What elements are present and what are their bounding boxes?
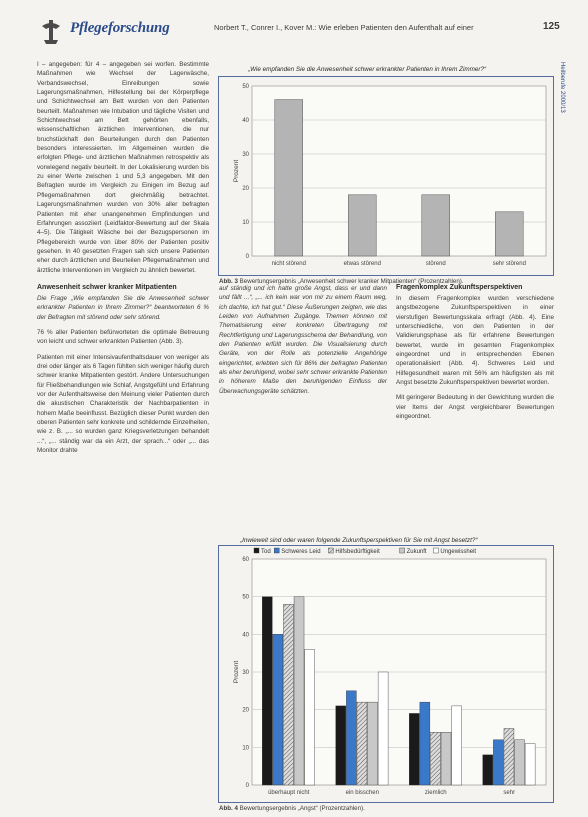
- y-tick-label: 50: [242, 84, 249, 90]
- x-tick-label: ein bisschen: [345, 790, 379, 796]
- page-number: 125: [543, 21, 560, 32]
- fig4-title: „Inwieweit sind oder waren folgende Zukunftsperspektiven für Sie mit Angst besetzt?“: [240, 537, 478, 544]
- paragraph: I – angegeben: für 4 – angegeben sei worfen. Bestimmte Maßnahmen wie Wechsel der Lagerwäsche, Verbandswechsel, Einreibungen sowie Lagerungsmaßnahmen, Hilfestellung bei der Körperpflege und Schichtwechsel am Bett wurden von den Patienten beurteilt. Maßnahmen wie Intubation und tägliche Visiten und Schichtwechsel am Bett gehörten ebenfalls, wissenschaftlichen ärztlichen Interventionen, die nur bruchstückhaft den Beurteilungen durch den Patienten besonders interessierten. Im Allgemeinen wurden die erfolgten Pflege- und ärztlichen Maßnahmen retrospektiv als vorwiegend negativ beurteilt. In der Lokalisierung wurden bis zu einer Werte zwischen 1 und 5,3 angegeben. Mit den Befragten wurde im Vergleich zu Einigen im Bezug auf Pflegemaßnahmen dort gleichmäßig betrachtet. Lagerungsmaßnahmen wurden von 30% aller befragten Patienten mit eher unangenehmen Empfindungen und Erfahrungen assoziiert (Leidfaktor-Bewertung auf der Skala 4–5). Die Tätigkeit Wäsche bei der Bezugspersonen im Pflegebereich wurde von über 80% der Patienten positiv gesehen. In 40 gesetzten Fragen sah sich unsere Patienten eher durch ärztlichen und Beurteilen Pflegemaßnahmen und ärztliche Interventionen im Vergleich zu ähnlich bewertet.: [37, 61, 209, 274]
- fig4-caption: [219, 805, 365, 812]
- paragraph: Patienten mit einer Intensivaufenthaltsdauer von weniger als drei oder länger als 6 Tagen fühlten sich weniger häufig durch schwer kranke Mitpatienten gestört. Andere Untersuchungen für Fließbehandlungen wie Schlaf, Angstgefühl und Erfahrung vor der Aufenthaltsweise den Meinung vieler Patienten durch die akustischen Charakteristik der Nachbarpatienten in hohem Maße beeinflusst. Bezüglich dieser Punkt wurden den oberen Patienten sehr konkrete und schildernde Einzelheiten, wie z. B. „... so wurden ganz Kriegsverletzungen behandelt ...“, „... ständig war da ein Arzt, der sprach...“ oder „... das Monitor drahte: [37, 353, 209, 455]
- x-tick-label: sehr störend: [492, 261, 526, 267]
- journal-title: Pflegeforschung: [70, 20, 170, 36]
- legend-entry: Schweres Leid: [281, 549, 321, 555]
- running-title: Norbert T., Conrer I., Kover M.: Wie erleben Patienten den Aufenthalt auf einer: [214, 23, 474, 32]
- bar: [305, 649, 315, 785]
- journal-logo-icon: [40, 18, 62, 46]
- bar: [483, 755, 493, 785]
- bar: [368, 702, 378, 785]
- legend-swatch: [433, 548, 438, 553]
- bar: [422, 195, 450, 256]
- bar: [346, 691, 356, 785]
- x-tick-label: störend: [425, 261, 446, 267]
- x-tick-label: überhaupt nicht: [268, 790, 310, 796]
- bar: [493, 740, 503, 785]
- bar: [275, 100, 303, 256]
- bar: [262, 597, 272, 785]
- paragraph: Die Frage „Wie empfanden Sie die Anwesenheit schwer erkrankter Patienten in Ihrem Zimmer?“ beantworteten 6 % der Befragten mit störend oder sehr störend.: [37, 294, 209, 321]
- bar: [283, 604, 293, 785]
- y-tick-label: 40: [242, 118, 249, 124]
- paragraph: Mit geringerer Bedeutung in der Gewichtung wurden die vier Items der Angst vergleichbarer Bewertungen eingeordnet.: [396, 394, 554, 421]
- section-heading: Fragenkomplex Zukunftsperspektiven: [396, 284, 523, 291]
- y-tick-label: 20: [242, 707, 249, 714]
- legend-swatch: [254, 548, 259, 553]
- fig3-title: „Wie empfanden Sie die Anwesenheit schwer erkrankter Patienten in Ihrem Zimmer?“: [248, 66, 487, 73]
- y-tick-label: 30: [242, 152, 249, 158]
- bar: [515, 740, 525, 785]
- x-tick-label: ziemlich: [424, 790, 447, 796]
- bar: [504, 729, 514, 786]
- bar: [420, 702, 430, 785]
- y-tick-label: 0: [245, 254, 249, 260]
- y-axis-label: Prozent: [233, 660, 240, 684]
- fig4-caption-text: Bewertungsergebnis „Angst“ (Prozentzahlen).: [239, 805, 365, 812]
- paragraph: 76 % aller Patienten befürworteten die optimale Betreuung von leicht und schwer erkrankten Patienten (Abb. 3).: [37, 328, 209, 346]
- text-column-right: [396, 283, 554, 427]
- y-tick-label: 0: [245, 783, 249, 789]
- y-tick-label: 10: [242, 745, 249, 752]
- legend-entry: Hilfsbedürftigkeit: [335, 549, 380, 555]
- bar: [378, 672, 388, 785]
- bar: [525, 744, 535, 785]
- bar: [430, 732, 440, 785]
- y-tick-label: 40: [242, 632, 249, 639]
- side-journal-label: Heilberufe 2000/13: [559, 62, 565, 113]
- x-tick-label: nicht störend: [271, 261, 306, 267]
- bar: [294, 597, 304, 785]
- y-tick-label: 10: [242, 220, 249, 226]
- paragraph: In diesem Fragenkomplex wurden verschiedene angstbezogene Zukunftsperspektiven in einer vierstufigen Bewertungsskala erfragt (Abb. 4). Eine unterschiedliche, von den Patienten in der Validierungsphase als für erfahrene Bewertungen bewertet, wurde im gesamten Fragenkomplex eingeordnet und in entsprechenden Ebenen operationalisiert (Abb. 4). Schweres Leid und Hilfegesundheit waren mit 56% am häufigsten als mit Angst besetzte Zukunftsperspektiven bewertet worden.: [396, 295, 554, 387]
- bar: [336, 706, 346, 785]
- bar: [441, 732, 451, 785]
- section-heading: Anwesenheit schwer kranker Mitpatienten: [37, 283, 177, 291]
- y-tick-label: 20: [242, 186, 249, 192]
- legend-swatch: [400, 548, 405, 553]
- bar: [452, 706, 462, 785]
- y-axis-label: Prozent: [233, 159, 240, 183]
- fig3-caption-text: Bewertungsergebnis „Anwesenheit schwer kranker Mitpatienten“ (Prozentzahlen).: [239, 278, 464, 285]
- legend-entry: Ungewissheit: [440, 549, 477, 555]
- text-column-left: [37, 60, 209, 461]
- paragraph: auf ständig und ich hatte große Angst, dass er und dann und fällt ...“, „... ich kein war von mir zu einem Raum weg, ich dachte, ich hat gut.“ Diese Äußerungen zeigten, wie das Leiden von Aufnahmen Zugänge. Themen können mit Thematisierung einer konkreten Übertragung mit Rechtfertigung und Lagerungsschema der Behandlung, von den Patienten erfüllt wurden. Die Visualisierung durch Geräte, von der Rolle als potenzielle Angehörige eingerichtet, erlebten sich für 86% der befragten Patienten als eher beruhigend, wobei sehr schwer erkrankte Patienten in höherem Maße den beruhigenden Einfluss der Überwachungsgeräte schätzten.: [219, 285, 387, 395]
- bar: [409, 713, 419, 785]
- bar: [273, 634, 283, 785]
- legend-swatch: [274, 548, 279, 553]
- bar: [357, 702, 367, 785]
- legend-entry: Tod: [261, 549, 271, 555]
- fig4-chart: [218, 545, 554, 803]
- y-tick-label: 30: [242, 670, 249, 676]
- legend-swatch: [328, 548, 333, 553]
- bar: [495, 212, 523, 256]
- x-tick-label: sehr: [503, 790, 516, 796]
- fig3-caption-label: Abb. 3: [219, 278, 238, 285]
- fig3-chart: [218, 76, 554, 276]
- y-tick-label: 50: [242, 594, 249, 601]
- y-tick-label: 60: [242, 557, 249, 563]
- legend-entry: Zukunft: [406, 549, 427, 555]
- text-column-middle: [219, 284, 387, 402]
- x-tick-label: etwas störend: [343, 261, 381, 267]
- fig4-caption-label: Abb. 4: [219, 805, 238, 812]
- bar: [348, 195, 376, 256]
